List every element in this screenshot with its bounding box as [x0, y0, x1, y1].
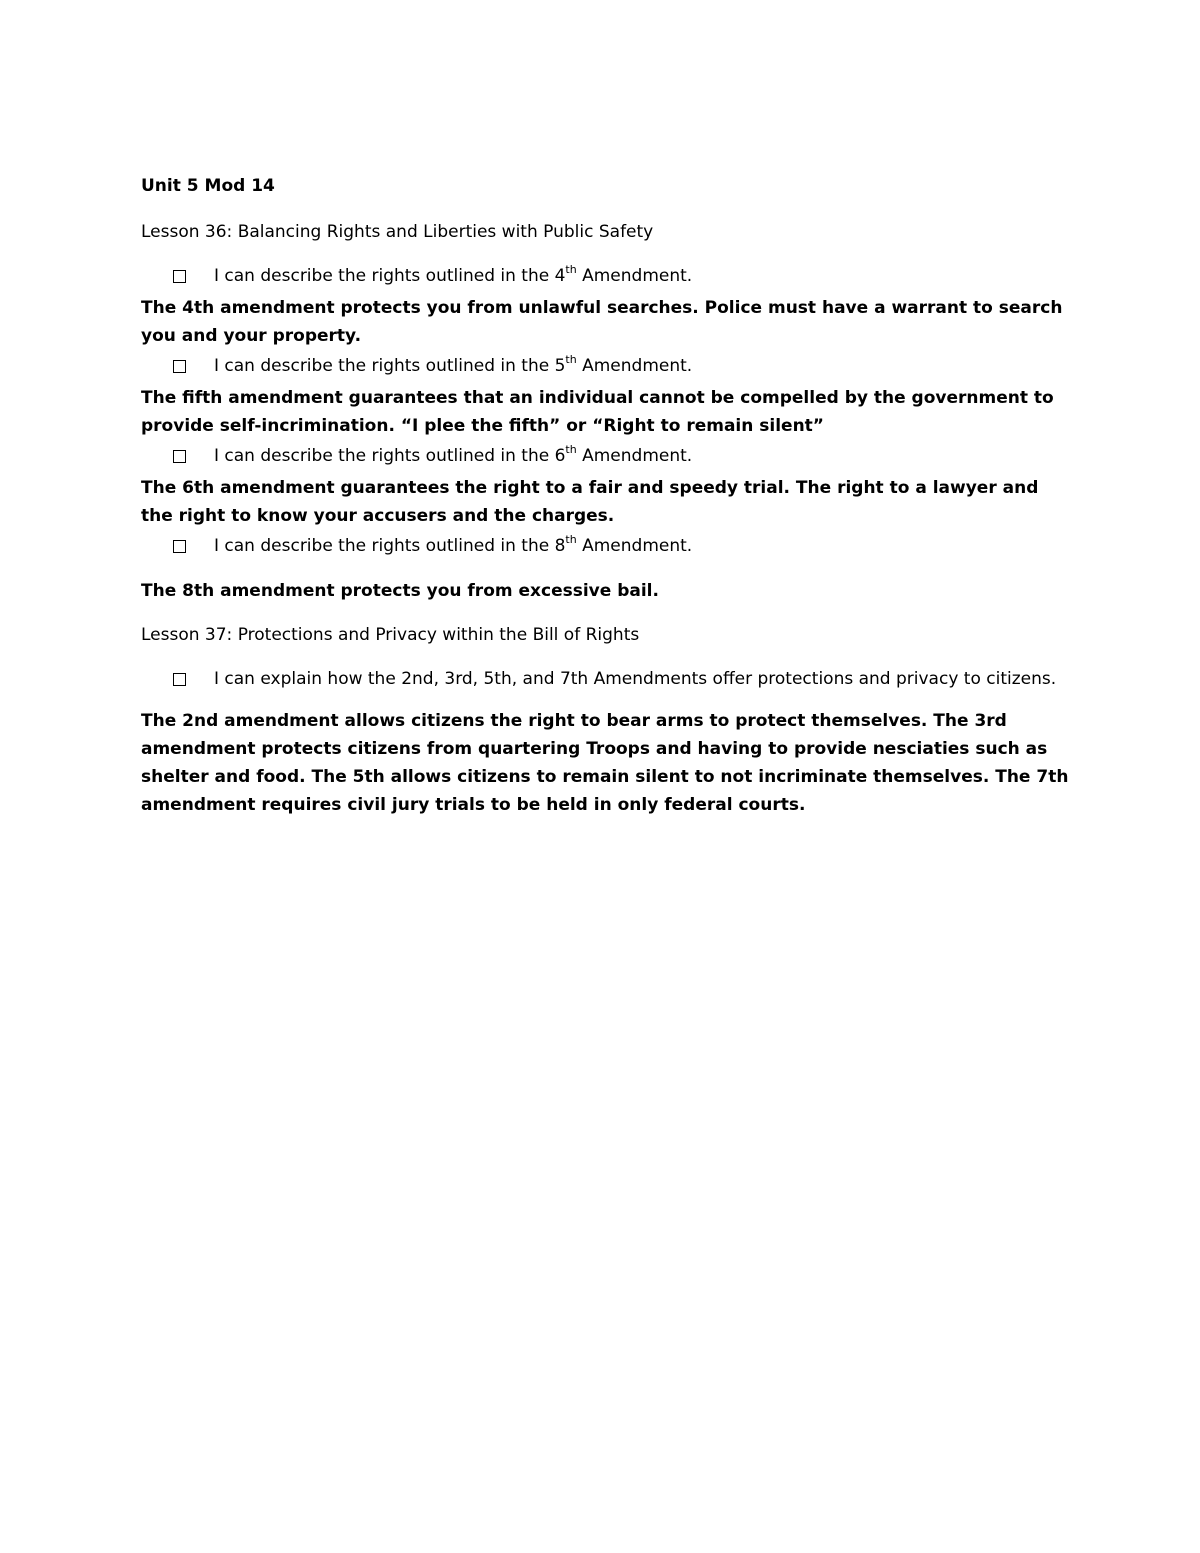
- answer-bill-of-rights-protections: The 2nd amendment allows citizens the right to bear arms to protect themselves. The 3rd amendment protects citizens from quartering Troops and having to provide nesciaties such as shelter and food. The 5th allows citizens to remain silent to not incriminate themselves. The 7th amendment requires civil jury trials to be held in only federal courts.: [141, 711, 1069, 815]
- objective-text: [214, 352, 1071, 380]
- checkbox-icon[interactable]: [173, 360, 186, 373]
- checkbox-icon[interactable]: [173, 270, 186, 283]
- objective-text-main: I can describe the rights outlined in the 6: [214, 446, 566, 466]
- objective-text-end: Amendment.: [576, 356, 693, 376]
- answer-4th-amendment: The 4th amendment protects you from unlawful searches. Police must have a warrant to search you and your property.: [141, 298, 1063, 346]
- ordinal-suffix: th: [565, 263, 577, 277]
- objective-bill-of-rights-protections: [141, 665, 1071, 693]
- answer-8th-amendment: The 8th amendment protects you from excessive bail.: [141, 581, 659, 601]
- objective-text-main: I can describe the rights outlined in the 5: [214, 356, 566, 376]
- ordinal-suffix: th: [565, 443, 577, 457]
- objective-text-end: Amendment.: [576, 266, 693, 286]
- document-body: [141, 172, 1071, 821]
- objective-text: [214, 442, 1071, 470]
- checkbox-icon[interactable]: [173, 673, 186, 686]
- answer-5th-amendment: The fifth amendment guarantees that an individual cannot be compelled by the government to provide self-incrimination. “I plee the fifth” or “Right to remain silent”: [141, 388, 1054, 436]
- objective-text: I can explain how the 2nd, 3rd, 5th, and 7th Amendments offer protections and privacy to citizens.: [214, 669, 1057, 689]
- objective-text: [214, 532, 1071, 560]
- objective-text: [214, 262, 1071, 290]
- objective-8th-amendment: [141, 532, 1071, 560]
- answer-6th-amendment: The 6th amendment guarantees the right to a fair and speedy trial. The right to a lawyer and the right to know your accusers and the charges.: [141, 478, 1039, 526]
- ordinal-suffix: th: [565, 533, 577, 547]
- document-title: Unit 5 Mod 14: [141, 176, 275, 196]
- objective-text-main: I can describe the rights outlined in the 8: [214, 536, 566, 556]
- objective-4th-amendment: [141, 262, 1071, 290]
- lesson-36-heading: Lesson 36: Balancing Rights and Liberties with Public Safety: [141, 222, 654, 242]
- objective-5th-amendment: [141, 352, 1071, 380]
- checkbox-icon[interactable]: [173, 450, 186, 463]
- objective-text-end: Amendment.: [576, 446, 693, 466]
- objective-text-end: Amendment.: [576, 536, 693, 556]
- checkbox-icon[interactable]: [173, 540, 186, 553]
- lesson-37-heading: Lesson 37: Protections and Privacy within the Bill of Rights: [141, 625, 640, 645]
- objective-6th-amendment: [141, 442, 1071, 470]
- ordinal-suffix: th: [565, 353, 577, 367]
- objective-text-main: I can describe the rights outlined in the 4: [214, 266, 566, 286]
